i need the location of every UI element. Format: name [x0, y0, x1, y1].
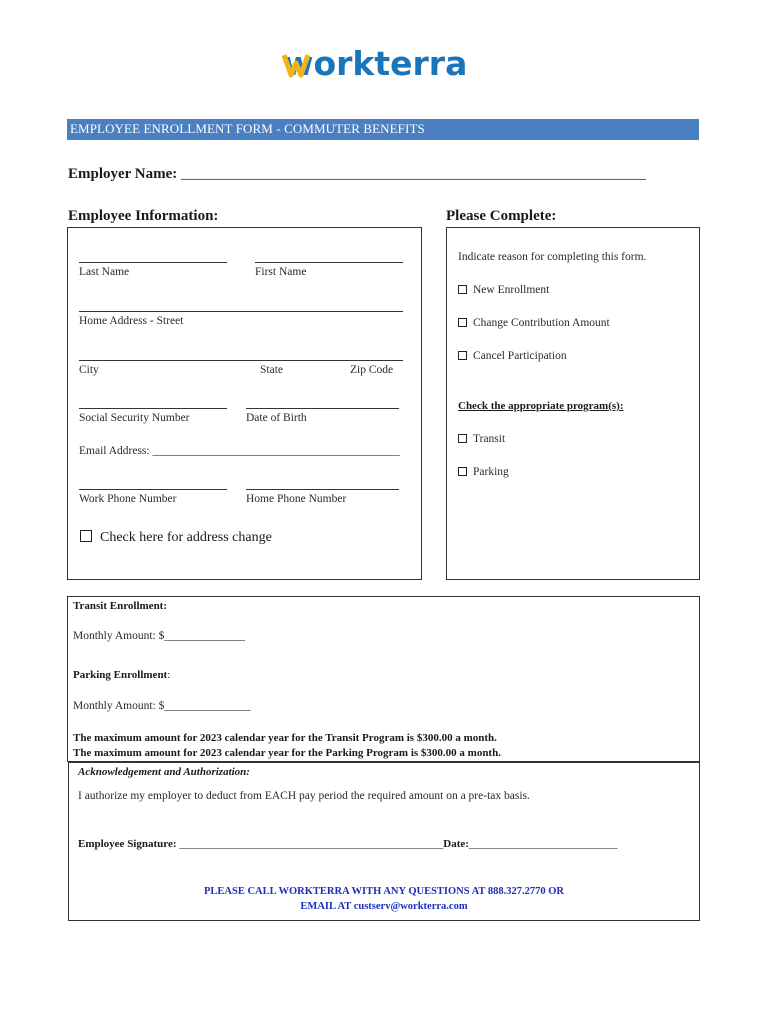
- contact-footer: [68, 884, 700, 914]
- signature-label: Employee Signature:: [78, 838, 177, 850]
- transit-monthly-amount-field[interactable]: Monthly Amount: $______________: [73, 630, 245, 642]
- workterra-logo: [281, 44, 491, 84]
- new-enrollment-label: New Enrollment: [473, 284, 550, 296]
- reason-prompt: Indicate reason for completing this form.: [458, 251, 647, 263]
- employee-information-box: [67, 227, 422, 580]
- employer-name-field[interactable]: [68, 166, 646, 183]
- address-change-label: Check here for address change: [100, 530, 272, 545]
- date-blank[interactable]: ___________________________: [468, 838, 618, 850]
- signature-blank[interactable]: ________________________________________________: [179, 838, 444, 850]
- authorization-heading: Acknowledgement and Authorization:: [78, 766, 250, 778]
- employer-name-blank: ______________________________________________________________: [181, 166, 647, 182]
- transit-program-checkbox[interactable]: [458, 434, 467, 443]
- max-parking-note: The maximum amount for 2023 calendar year for the Parking Program is $300.00 a month.: [73, 747, 501, 759]
- email-address-field[interactable]: Email Address: ___________________________________________: [79, 445, 400, 457]
- please-complete-heading: Please Complete:: [446, 208, 557, 224]
- ssn-input[interactable]: [79, 408, 227, 409]
- authorization-statement: I authorize my employer to deduct from EACH pay period the required amount on a pre-tax basis.: [78, 790, 530, 802]
- last-name-label: Last Name: [79, 266, 130, 278]
- home-address-input[interactable]: [79, 311, 403, 312]
- transit-enrollment-heading: Transit Enrollment:: [73, 600, 168, 612]
- cancel-participation-option[interactable]: [458, 350, 567, 362]
- employer-name-label: Employer Name:: [68, 166, 178, 182]
- date-label: Date:: [443, 838, 469, 850]
- last-name-input[interactable]: [79, 262, 227, 263]
- first-name-input[interactable]: [255, 262, 403, 263]
- parking-program-option[interactable]: [458, 466, 509, 478]
- home-address-label: Home Address - Street: [79, 315, 184, 327]
- change-contribution-option[interactable]: [458, 317, 610, 329]
- please-complete-box: [446, 227, 700, 580]
- parking-program-checkbox[interactable]: [458, 467, 467, 476]
- new-enrollment-checkbox[interactable]: [458, 285, 467, 294]
- work-phone-label: Work Phone Number: [79, 493, 177, 505]
- parking-program-label: Parking: [473, 466, 509, 478]
- employee-information-heading: Employee Information:: [68, 208, 219, 224]
- date-of-birth-input[interactable]: [246, 408, 399, 409]
- city-state-zip-input[interactable]: [79, 360, 403, 361]
- form-title: EMPLOYEE ENROLLMENT FORM - COMMUTER BENEFITS: [70, 121, 425, 136]
- form-title-bar: [67, 119, 699, 140]
- cancel-participation-checkbox[interactable]: [458, 351, 467, 360]
- logo-text: workterra: [283, 44, 468, 83]
- change-contribution-checkbox[interactable]: [458, 318, 467, 327]
- contact-email-line: EMAIL AT custserv@workterra.com: [300, 901, 468, 912]
- max-transit-note: The maximum amount for 2023 calendar year for the Transit Program is $300.00 a month.: [73, 732, 497, 744]
- parking-enrollment-colon: :: [167, 669, 171, 681]
- signature-line[interactable]: [78, 838, 617, 850]
- transit-program-label: Transit: [473, 433, 506, 445]
- address-change-checkbox[interactable]: [80, 530, 92, 542]
- home-phone-label: Home Phone Number: [246, 493, 347, 505]
- enrollment-box: [67, 596, 700, 762]
- transit-program-option[interactable]: [458, 433, 505, 445]
- state-label: State: [260, 364, 283, 376]
- change-contribution-label: Change Contribution Amount: [473, 317, 610, 329]
- city-label: City: [79, 364, 99, 376]
- ssn-label: Social Security Number: [79, 412, 190, 424]
- parking-enrollment-title: Parking Enrollment: [73, 669, 168, 681]
- cancel-participation-label: Cancel Participation: [473, 350, 567, 362]
- parking-monthly-amount-field[interactable]: Monthly Amount: $_______________: [73, 700, 251, 712]
- address-change-option[interactable]: [80, 530, 272, 546]
- zip-code-label: Zip Code: [350, 364, 394, 376]
- parking-enrollment-heading: [73, 669, 170, 681]
- first-name-label: First Name: [255, 266, 307, 278]
- contact-phone-line: PLEASE CALL WORKTERRA WITH ANY QUESTIONS AT 888.327.2770 OR: [204, 886, 564, 897]
- date-of-birth-label: Date of Birth: [246, 412, 307, 424]
- new-enrollment-option[interactable]: [458, 284, 549, 296]
- programs-heading: Check the appropriate program(s):: [458, 400, 624, 412]
- home-phone-input[interactable]: [246, 489, 399, 490]
- work-phone-input[interactable]: [79, 489, 227, 490]
